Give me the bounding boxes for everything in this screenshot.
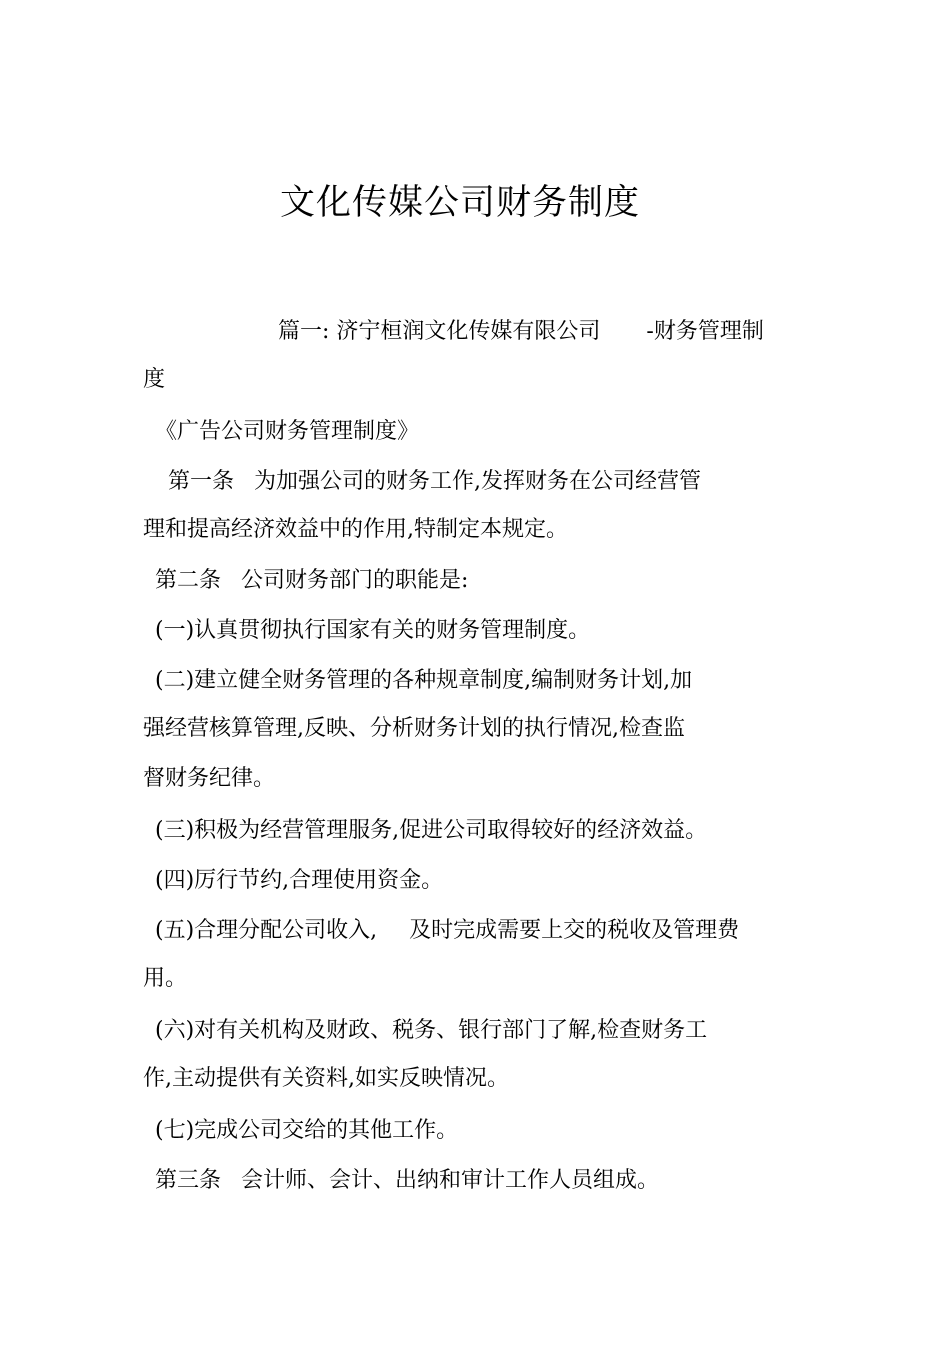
item-5-line-2: 用。 — [143, 966, 188, 991]
item-6-line-1: (六)对有关机构及财政、税务、银行部门了解,检查财务工 — [155, 1018, 708, 1043]
article-3-text: 会计师、会计、出纳和审计工作人员组成。 — [241, 1168, 660, 1193]
item-2-line-2: 强经营核算管理,反映、分析财务计划的执行情况,检查监 — [143, 716, 685, 741]
article-2 — [155, 565, 468, 597]
document-subtitle: 《广告公司财务管理制度》 — [155, 419, 420, 444]
article-1-label: 第一条 — [168, 469, 235, 494]
article-2-text: 公司财务部门的职能是: — [241, 568, 469, 593]
item-5-part-1: (五)合理分配公司收入, — [155, 918, 378, 943]
section-heading-company: 篇一: 济宁桓润文化传媒有限公司 — [278, 319, 601, 344]
document-title: 文化传媒公司财务制度 — [279, 183, 640, 223]
section-heading-topic: -财务管理制 — [646, 319, 764, 344]
article-1-text: 为加强公司的财务工作,发挥财务在公司经营管 — [254, 469, 702, 494]
item-3: (三)积极为经营管理服务,促进公司取得较好的经济效益。 — [155, 818, 708, 843]
item-5-line-1 — [155, 915, 739, 947]
article-3 — [155, 1165, 659, 1197]
item-5-part-2: 及时完成需要上交的税收及管理费 — [409, 918, 740, 943]
item-4: (四)厉行节约,合理使用资金。 — [155, 868, 444, 893]
item-1: (一)认真贯彻执行国家有关的财务管理制度。 — [155, 618, 591, 643]
section-heading — [278, 316, 764, 348]
item-6-line-2: 作,主动提供有关资料,如实反映情况。 — [143, 1066, 509, 1091]
article-2-label: 第二条 — [155, 568, 222, 593]
article-3-label: 第三条 — [155, 1168, 222, 1193]
item-2-line-1: (二)建立健全财务管理的各种规章制度,编制财务计划,加 — [155, 668, 693, 693]
article-1-line-1 — [168, 466, 701, 498]
article-1-line-2: 理和提高经济效益中的作用,特制定本规定。 — [143, 517, 568, 542]
section-heading-continuation: 度 — [143, 367, 166, 392]
item-2-line-3: 督财务纪律。 — [143, 766, 276, 791]
item-7: (七)完成公司交给的其他工作。 — [155, 1118, 459, 1143]
